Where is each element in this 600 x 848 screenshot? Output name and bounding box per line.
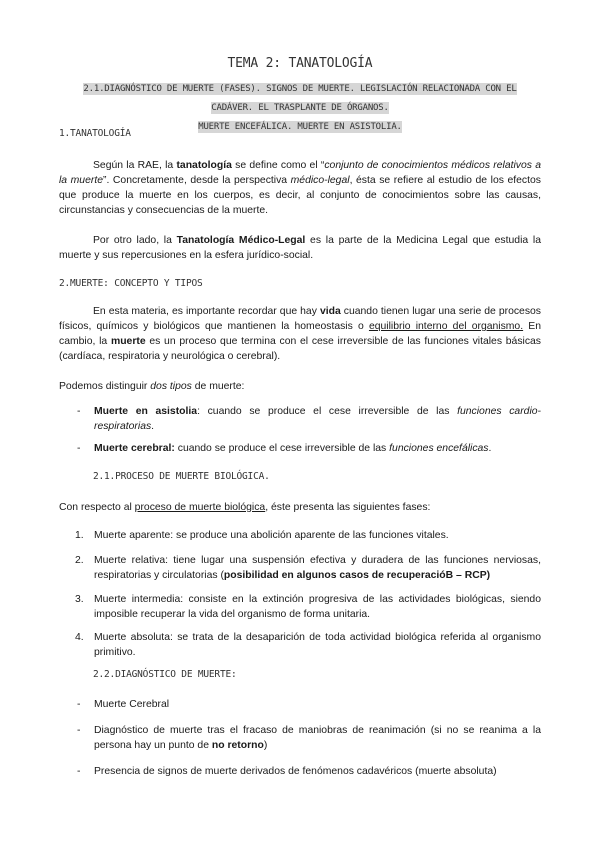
list-bullet: - <box>77 725 81 736</box>
section-heading-muerte: 2.MUERTE: CONCEPTO Y TIPOS <box>59 278 203 289</box>
diag-item: Muerte Cerebral <box>94 699 170 710</box>
list-bullet: - <box>77 699 81 710</box>
paragraph-tipos: Podemos distinguir dos tipos de muerte: <box>59 381 245 392</box>
subtitle-line-2: MUERTE ENCEFÁLICA. MUERTE EN ASISTOLIA. <box>198 122 402 132</box>
paragraph-vida-muerte: En esta materia, es importante recordar que hay vida cuando tienen lugar una serie de procesos físicos, químicos y biológicos que mantienen la homeostasis o equilibrio interno del organismo. En cambio, la muerte es un proceso que termina con el cese irreversible de las funciones vitales básicas (cardíaca, respiratoria y neurológica o cerebral). <box>59 306 542 362</box>
list-number: 2. <box>75 555 84 566</box>
phase-item: Muerte absoluta: se trata de la desaparición de toda actividad biológica referida al organismo primitivo. <box>94 632 541 658</box>
paragraph-proceso: Con respecto al proceso de muerte biológica, éste presenta las siguientes fases: <box>59 502 431 513</box>
subtitle-line-1: 2.1.DIAGNÓSTICO DE MUERTE (FASES). SIGNOS DE MUERTE. LEGISLACIÓN RELACIONADA CON EL CADÁVER. EL TRASPLANTE DE ÓRGANOS. <box>83 84 517 113</box>
diag-item: Diagnóstico de muerte tras el fracaso de maniobras de reanimación (si no se reanima a la persona hay un punto de no retorno) <box>94 725 541 751</box>
list-number: 4. <box>75 632 84 643</box>
list-number: 3. <box>75 594 84 605</box>
phase-item: Muerte intermedia: consiste en la extinción progresiva de las actividades biológicas, siendo imposible recuperar la vida del organismo de forma unitaria. <box>94 594 541 620</box>
section-heading-proceso: 2.1.PROCESO DE MUERTE BIOLÓGICA. <box>93 471 270 482</box>
page-subtitle <box>60 80 540 137</box>
phase-item: Muerte aparente: se produce una abolición aparente de las funciones vitales. <box>94 530 449 541</box>
section-heading-tanatologia: 1.TANATOLOGÍA <box>59 128 131 139</box>
list-item-asistolia: Muerte en asistolia: cuando se produce el cese irreversible de las funciones cardio-respiratorias. <box>94 406 541 432</box>
list-bullet: - <box>77 406 81 417</box>
section-heading-diagnostico: 2.2.DIAGNÓSTICO DE MUERTE: <box>93 669 237 680</box>
paragraph-definition: Según la RAE, la tanatología se define como el “conjunto de conocimientos médicos relativos a la muerte”. Concretamente, desde la perspectiva médico-legal, ésta se refiere al estudio de los efectos que produce la muerte en los cuerpos, es decir, al conjunto de conocimientos sobre las causas, circunstancias y consecuencias de la muerte. <box>59 160 541 216</box>
list-bullet: - <box>77 443 81 454</box>
list-number: 1. <box>75 530 84 541</box>
phase-item: Muerte relativa: tiene lugar una suspensión efectiva y duradera de las funciones nerviosas, respiratorias y circulatorias (posibilidad en algunos casos de recuperacióB – RCP) <box>94 555 541 581</box>
list-bullet: - <box>77 766 81 777</box>
paragraph-medico-legal: Por otro lado, la Tanatología Médico-Legal es la parte de la Medicina Legal que estudia la muerte y sus repercusiones en la esfera jurídico-social. <box>59 235 541 261</box>
list-item-cerebral: Muerte cerebral: cuando se produce el cese irreversible de las funciones encefálicas. <box>94 443 492 454</box>
diag-item: Presencia de signos de muerte derivados de fenómenos cadavéricos (muerte absoluta) <box>94 766 497 777</box>
page-title: TEMA 2: TANATOLOGÍA <box>227 56 373 71</box>
